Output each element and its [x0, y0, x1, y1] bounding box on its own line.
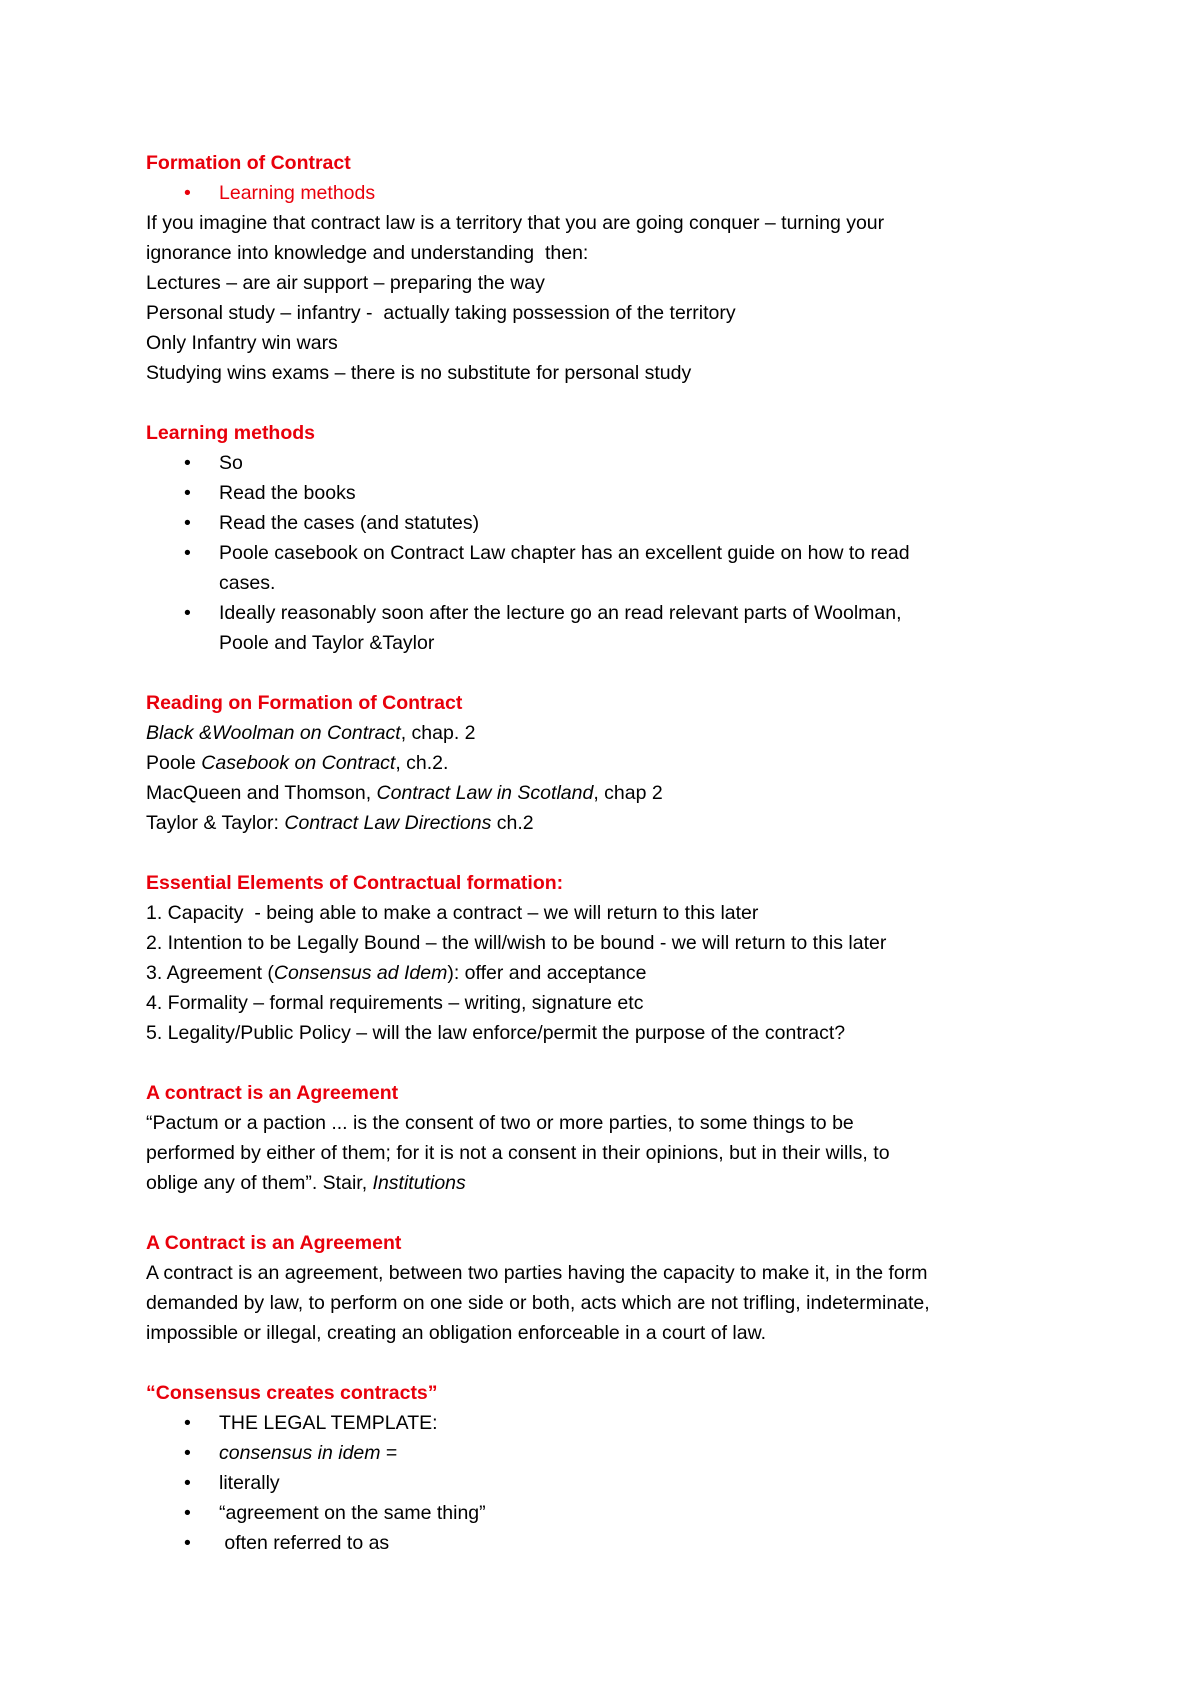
- reading-item-4-rest: ch.2: [491, 812, 534, 834]
- consensus-bullet-2-latin: consensus in idem: [219, 1442, 381, 1464]
- heading-agreement-2: A Contract is an Agreement: [146, 1232, 402, 1254]
- learning-bullet-1: • So: [146, 448, 1076, 478]
- formation-line-4: Personal study – infantry - actually taking possession of the territory: [146, 302, 736, 324]
- formation-line-6: Studying wins exams – there is no substitute for personal study: [146, 362, 692, 384]
- heading-learning-methods: Learning methods: [146, 422, 316, 444]
- essential-item-3: [146, 958, 1076, 988]
- learning-bullet-2: • Read the books: [146, 478, 1076, 508]
- reading-item-2-pre: Poole: [146, 752, 202, 774]
- reading-item-1-title: Black &Woolman on Contract: [146, 722, 401, 744]
- reading-item-4-pre: Taylor & Taylor:: [146, 812, 285, 834]
- consensus-bullet-2-rest: =: [380, 1442, 398, 1464]
- heading-essential-elements: Essential Elements of Contractual formation:: [146, 872, 564, 894]
- reading-item-3-rest: , chap 2: [593, 782, 663, 804]
- consensus-bullet-2: [146, 1438, 1076, 1468]
- reading-item-1-rest: , chap. 2: [400, 722, 476, 744]
- formation-line-5: Only Infantry win wars: [146, 332, 338, 354]
- agreement1-line-3-pre: oblige any of them”. Stair,: [146, 1172, 373, 1194]
- learning-bullet-5: • Ideally reasonably soon after the lecture go an read relevant parts of Woolman, Poole and Taylor &Taylor: [146, 598, 1076, 658]
- consensus-bullet-1: • THE LEGAL TEMPLATE:: [146, 1408, 1076, 1438]
- heading-formation-of-contract: Formation of Contract: [146, 152, 351, 174]
- reading-item-3-title: Contract Law in Scotland: [376, 782, 594, 804]
- consensus-bullets: [146, 1408, 1076, 1558]
- formation-line-2: ignorance into knowledge and understanding then:: [146, 242, 589, 264]
- heading-agreement-1: A contract is an Agreement: [146, 1082, 399, 1104]
- spacer: [146, 838, 1076, 868]
- heading-reading: Reading on Formation of Contract: [146, 692, 463, 714]
- agreement2-line-2: demanded by law, to perform on one side or both, acts which are not trifling, indeterminate,: [146, 1292, 930, 1314]
- essential-item-1: 1. Capacity - being able to make a contract – we will return to this later: [146, 902, 759, 924]
- agreement1-line-1: “Pactum or a paction ... is the consent of two or more parties, to some things to be: [146, 1112, 854, 1134]
- essential-item-3-latin: Consensus ad Idem: [273, 962, 448, 984]
- reading-item-3: [146, 778, 1076, 808]
- spacer: [146, 658, 1076, 688]
- spacer: [146, 1048, 1076, 1078]
- reading-item-4-title: Contract Law Directions: [284, 812, 492, 834]
- essential-item-5: 5. Legality/Public Policy – will the law enforce/permit the purpose of the contract?: [146, 1022, 846, 1044]
- formation-bullets: [146, 178, 1076, 208]
- essential-item-3-pre: 3. Agreement (: [146, 962, 274, 984]
- reading-item-2-rest: , ch.2.: [395, 752, 449, 774]
- spacer: [146, 388, 1076, 418]
- consensus-bullet-5: • often referred to as: [146, 1528, 1076, 1558]
- spacer: [146, 1348, 1076, 1378]
- essential-item-3-rest: ): offer and acceptance: [447, 962, 647, 984]
- bullet-learning-methods: • Learning methods: [146, 178, 1076, 208]
- spacer: [146, 1198, 1076, 1228]
- formation-line-3: Lectures – are air support – preparing the way: [146, 272, 545, 294]
- agreement2-line-3: impossible or illegal, creating an obligation enforceable in a court of law.: [146, 1322, 767, 1344]
- reading-item-1: [146, 718, 1076, 748]
- learning-bullets: [146, 448, 1076, 658]
- formation-line-1: If you imagine that contract law is a territory that you are going conquer – turning your: [146, 212, 885, 234]
- reading-item-3-pre: MacQueen and Thomson,: [146, 782, 377, 804]
- heading-consensus: “Consensus creates contracts”: [146, 1382, 438, 1404]
- essential-item-4: 4. Formality – formal requirements – writing, signature etc: [146, 992, 644, 1014]
- learning-bullet-3: • Read the cases (and statutes): [146, 508, 1076, 538]
- essential-item-2: 2. Intention to be Legally Bound – the will/wish to be bound - we will return to this later: [146, 932, 887, 954]
- agreement1-line-3-title: Institutions: [372, 1172, 466, 1194]
- agreement1-line-2: performed by either of them; for it is not a consent in their opinions, but in their wills, to: [146, 1142, 890, 1164]
- agreement2-line-1: A contract is an agreement, between two parties having the capacity to make it, in the form: [146, 1262, 928, 1284]
- agreement1-line-3: [146, 1168, 1076, 1198]
- document-body: [146, 148, 1076, 1558]
- reading-item-2: [146, 748, 1076, 778]
- learning-bullet-4: • Poole casebook on Contract Law chapter has an excellent guide on how to read cases.: [146, 538, 1076, 598]
- reading-item-2-title: Casebook on Contract: [201, 752, 396, 774]
- consensus-bullet-4: • “agreement on the same thing”: [146, 1498, 1076, 1528]
- consensus-bullet-3: • literally: [146, 1468, 1076, 1498]
- reading-item-4: [146, 808, 1076, 838]
